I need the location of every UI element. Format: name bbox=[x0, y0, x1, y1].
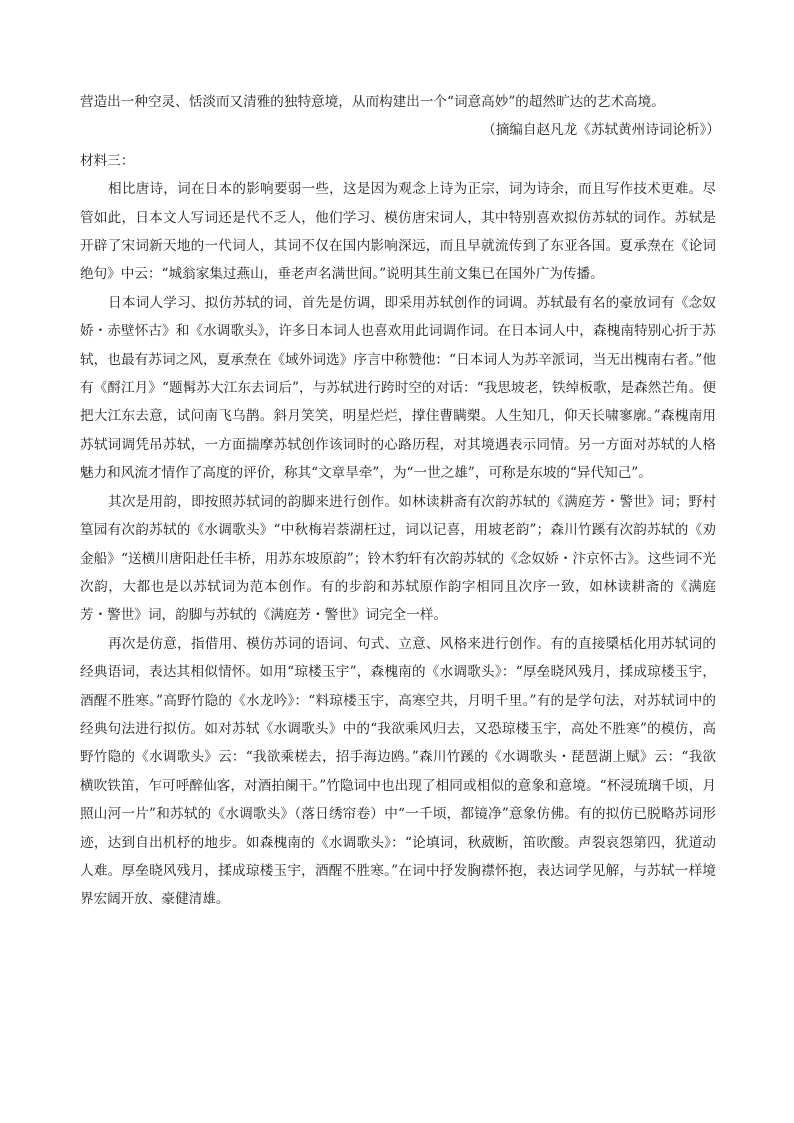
document-body bbox=[80, 88, 720, 914]
body-paragraph-4: 再次是仿意，指借用、模仿苏词的语词、句式、立意、风格来进行创作。有的直接檃栝化用苏轼词的经典语词，表达其相似情怀。如用“琼楼玉宇”，森槐南的《水调歌头》：“厚垒晓风残月，揉成琼楼玉宇，酒醒不胜寒。”高野竹隐的《水龙吟》：“料琼楼玉宇，高寒空共，月明千里。”有的是学句法，对苏轼词中的经典句法进行拟仿。如对苏轼《水调歌头》中的“我欲乘风归去，又恐琼楼玉宇，高处不胜寒”的模仿，高野竹隐的《水调歌头》云：“我欲乘槎去，招手海边鸥。”森川竹蹊的《水调歌头・琵琶湖上赋》云：“我欲横吹铁笛，乍可呼醉仙客，对酒拍阑干。”竹隐词中也出现了相同或相似的意象和意境。“杯浸琉璃千顷，月照山河一片”和苏轼的《水调歌头》（落日绣帘卷）中“一千顷，都镜净”意象仿佛。有的拟仿已脱略苏词形迹，达到自出机杼的地步。如森槐南的《水调歌头》：“论填词，秋葳断，笛吹酸。声裂哀怨第四，犹道动人难。厚垒晓风残月，揉成琼楼玉宇，酒醒不胜寒。”在词中抒发胸襟怀抱，表达词学见解，与苏轼一样境界宏阔开放、豪健清雄。 bbox=[80, 635, 716, 908]
source-citation: （摘编自赵凡龙《苏轼黄州诗词论析》） bbox=[482, 122, 720, 139]
body-paragraph-1: 相比唐诗，词在日本的影响要弱一些，这是因为观念上诗为正宗，词为诗余，而且写作技术更难。尽管如此，日本文人写词还是代不乏人，他们学习、模仿唐宋词人，其中特别喜欢拟仿苏轼的词作。苏轼是开辟了宋词新天地的一代词人，其词不仅在国内影响深远，而且早就流传到了东亚各国。夏承焘在《论词绝句》中云：“城翁家集过燕山，垂老声名满世间。”说明其生前文集已在国外广为传播。 bbox=[80, 181, 716, 283]
continuation-paragraph: 营造出一种空灵、恬淡而又清雅的独特意境，从而构建出一个“词意高妙”的超然旷达的艺术高境。 bbox=[80, 94, 665, 110]
body-paragraph-2: 日本词人学习、拟仿苏轼的词，首先是仿调，即采用苏轼创作的词调。苏轼最有名的豪放词有《念奴娇・赤壁怀古》和《水调歌头》，许多日本词人也喜欢用此词调作词。在日本词人中，森槐南特别心折于苏轼，也最有苏词之风，夏承焘在《域外词选》序言中称赞他：“日本词人为苏辛派词，当无出槐南右者。”他有《酹江月》“题髯苏大江东去词后”，与苏轼进行跨时空的对话：“我思坡老，铁绰板歌，是森然芒角。便把大江东去意，试问南飞乌鹊。斜月笑笑，明星烂烂，撑住曹瞒槊。人生知几，仰天长啸寥廓。”森槐南用苏轼词调凭吊苏轼，一方面揣摩苏轼创作该词时的心路历程，对其境遇表示同情。另一方面对苏轼的人格魅力和风流才情作了高度的评价，称其“文章旱牵”，为“一世之雄”，可称是东坡的“异代知己”。 bbox=[80, 294, 716, 482]
body-paragraph-3: 其次是用韵，即按照苏轼词的韵脚来进行创作。如林读耕斋有次韵苏轼的《满庭芳・警世》词；野村篁园有次韵苏轼的《水调歌头》“中秋梅岩萘湖枉过，词以记喜，用坡老韵”；森川竹蹊有次韵苏轼的《劝金船》“送横川唐阳赴任丰桥，用苏东坡原韵”；铃木豹轩有次韵苏轼的《念奴娇・汴京怀古》。这些词不光次韵，大都也是以苏轼词为范本创作。有的步韵和苏轼原作韵字相同且次序一致，如林读耕斋的《满庭芳・警世》词，韵脚与苏轼的《满庭芳・警世》词完全一样。 bbox=[80, 493, 716, 624]
section-heading: 材料三： bbox=[80, 152, 135, 169]
